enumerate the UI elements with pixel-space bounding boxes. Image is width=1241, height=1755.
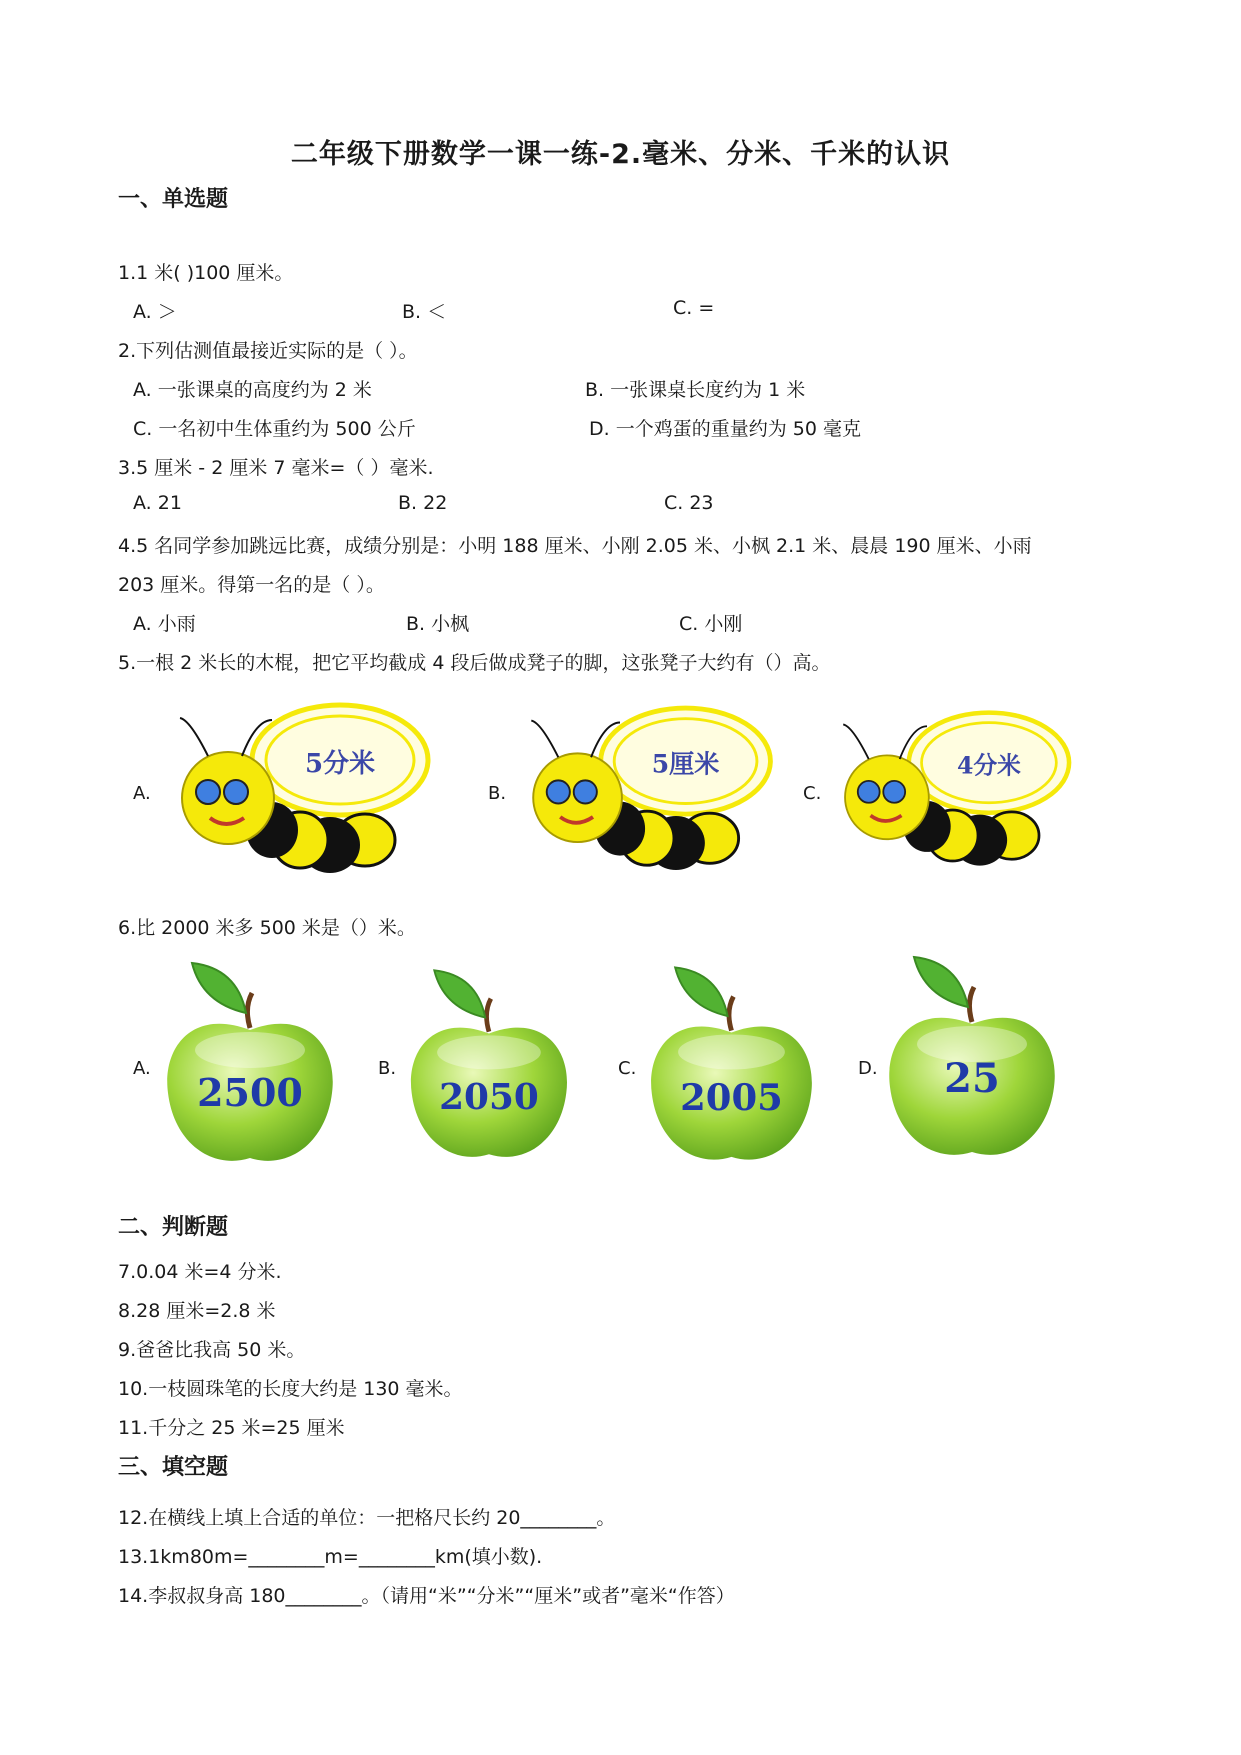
question-11: 11.千分之 25 米=25 厘米 bbox=[118, 1417, 345, 1439]
section-heading-single-choice: 一、单选题 bbox=[118, 187, 229, 212]
q2-option-d: D. 一个鸡蛋的重量约为 50 毫克 bbox=[589, 418, 861, 440]
q3-option-b: B. 22 bbox=[398, 492, 448, 514]
question-9: 9.爸爸比我高 50 米。 bbox=[118, 1339, 306, 1361]
question-10: 10.一枝圆珠笔的长度大约是 130 毫米。 bbox=[118, 1378, 463, 1400]
bee-image-c bbox=[825, 695, 1080, 885]
apple-image-d bbox=[884, 952, 1059, 1167]
q2-option-a: A. 一张课桌的高度约为 2 米 bbox=[133, 379, 372, 401]
q6-label-d: D. bbox=[858, 1058, 878, 1079]
q3-option-a: A. 21 bbox=[133, 492, 182, 514]
q3-option-c: C. 23 bbox=[664, 492, 714, 514]
q6-label-b: B. bbox=[378, 1058, 397, 1079]
apple-text-a: 2500 bbox=[197, 1070, 303, 1115]
q1-option-b: B. ＜ bbox=[402, 301, 447, 323]
q5-label-b: B. bbox=[488, 783, 507, 804]
bee-text-b: 5厘米 bbox=[651, 748, 720, 779]
bee-text-c: 4分米 bbox=[957, 751, 1021, 780]
bee-text-a: 5分米 bbox=[304, 749, 376, 779]
question-12: 12.在横线上填上合适的单位：一把格尺长约 20________。 bbox=[118, 1507, 616, 1529]
q1-option-a: A. ＞ bbox=[133, 301, 177, 323]
q6-label-a: A. bbox=[133, 1058, 151, 1079]
q5-label-a: A. bbox=[133, 783, 151, 804]
question-2: 2.下列估测值最接近实际的是（ ）。 bbox=[118, 340, 418, 362]
apple-image-c bbox=[646, 962, 816, 1172]
question-5: 5.一根 2 米长的木棍，把它平均截成 4 段后做成凳子的脚，这张凳子大约有（）高。 bbox=[118, 652, 831, 674]
apple-image-b bbox=[406, 962, 571, 1172]
section-heading-true-false: 二、判断题 bbox=[118, 1215, 229, 1240]
question-14: 14.李叔叔身高 180________。（请用“米”“分米”“厘米”或者”毫米“作答） bbox=[118, 1585, 735, 1607]
q2-option-c: C. 一名初中生体重约为 500 公斤 bbox=[133, 418, 416, 440]
q5-label-c: C. bbox=[803, 783, 822, 804]
apple-text-d: 25 bbox=[944, 1055, 1000, 1102]
q4-option-b: B. 小枫 bbox=[406, 613, 470, 635]
bee-image-a bbox=[160, 690, 440, 890]
apple-text-c: 2005 bbox=[680, 1075, 783, 1120]
q6-label-c: C. bbox=[618, 1058, 637, 1079]
question-13: 13.1km80m=________m=________km(填小数). bbox=[118, 1546, 543, 1568]
apple-text-b: 2050 bbox=[439, 1075, 539, 1118]
q1-option-c: C. = bbox=[673, 297, 715, 319]
bee-image-b bbox=[512, 690, 782, 890]
apple-image-a bbox=[162, 958, 337, 1173]
question-7: 7.0.04 米=4 分米. bbox=[118, 1261, 282, 1283]
question-1: 1.1 米( )100 厘米。 bbox=[118, 262, 294, 284]
question-6: 6.比 2000 米多 500 米是（）米。 bbox=[118, 917, 416, 939]
q4-option-a: A. 小雨 bbox=[133, 613, 196, 635]
question-4-line-1: 4.5 名同学参加跳远比赛，成绩分别是：小明 188 厘米、小刚 2.05 米、小枫 2.1 米、晨晨 190 厘米、小雨 bbox=[118, 535, 1032, 557]
question-8: 8.28 厘米=2.8 米 bbox=[118, 1300, 276, 1322]
question-4-line-2: 203 厘米。得第一名的是（ ）。 bbox=[118, 574, 385, 596]
q2-option-b: B. 一张课桌长度约为 1 米 bbox=[585, 379, 806, 401]
q4-option-c: C. 小刚 bbox=[679, 613, 743, 635]
question-3: 3.5 厘米 - 2 厘米 7 毫米=（ ）毫米. bbox=[118, 457, 434, 479]
section-heading-fill-blank: 三、填空题 bbox=[118, 1455, 229, 1480]
page-title: 二年级下册数学一课一练-2.毫米、分米、千米的认识 bbox=[290, 139, 951, 170]
